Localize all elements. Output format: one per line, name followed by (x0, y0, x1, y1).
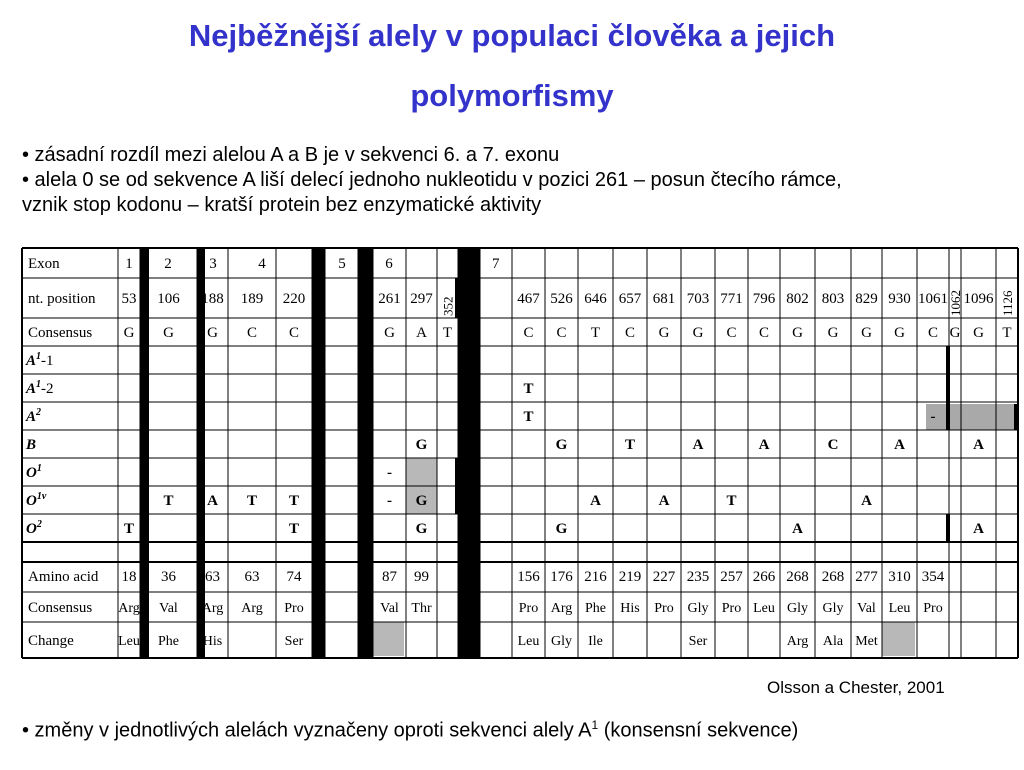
allele-change: A (973, 437, 984, 453)
aa-consensus: Pro (654, 601, 674, 616)
separator-bar-A2-end (1014, 404, 1018, 430)
amino-acid-position: 176 (550, 569, 573, 585)
consensus-nucleotide: G (123, 325, 135, 341)
aa-consensus: Gly (687, 601, 709, 616)
consensus-nucleotide: C (927, 325, 939, 341)
exon-separator-bar (197, 248, 205, 658)
consensus-nucleotide: G (658, 325, 670, 341)
amino-acid-position: 63 (244, 569, 260, 585)
footnote-after: (konsensní sekvence) (598, 719, 799, 742)
allele-change: G (555, 521, 568, 537)
nt-position: 1126 (1000, 290, 1015, 316)
allele-change: C (827, 437, 839, 453)
shade-A2-end (926, 404, 1018, 430)
allele-change: G (555, 437, 568, 453)
aa-consensus: Pro (518, 601, 539, 616)
aa-consensus: Phe (585, 601, 606, 616)
bullet-allele-0-deletion-cont: vznik stop kodonu – kratší protein bez enzymatické aktivity (22, 194, 542, 216)
nt-position: 1061 (918, 291, 948, 307)
aa-change: Phe (158, 634, 179, 649)
consensus-nucleotide: A (416, 325, 427, 341)
aa-change: Ala (822, 634, 844, 649)
exon-separator-bar (358, 248, 373, 658)
nt-position: 106 (157, 291, 180, 307)
aa-consensus: Val (159, 601, 178, 616)
bullet-exon-difference: • zásadní rozdíl mezi alelou A a B je v sekvenci 6. a 7. exonu (22, 144, 560, 166)
consensus-nucleotide: C (758, 325, 770, 341)
aa-consensus: Arg (118, 601, 140, 616)
allele-change: A (894, 437, 905, 453)
consensus-nucleotide: G (827, 325, 839, 341)
consensus-nucleotide: G (792, 325, 803, 341)
nt-position: 526 (550, 291, 573, 307)
aa-change: Gly (551, 634, 572, 649)
row-label-change: Change (28, 633, 74, 649)
allele-change: A (973, 521, 984, 537)
aa-change: Leu (118, 634, 140, 649)
consensus-nucleotide: G (894, 325, 905, 341)
consensus-nucleotide: C (246, 325, 258, 341)
allele-label: $O^2$ (26, 519, 42, 537)
aa-consensus: Gly (822, 601, 844, 616)
nt-position: 189 (240, 291, 264, 307)
nt-position: 829 (855, 291, 878, 307)
allele-label: $O^1$ (26, 463, 42, 481)
allele-change: A (758, 437, 770, 453)
allele-change: T (288, 493, 300, 509)
amino-acid-position: 257 (720, 569, 743, 585)
consensus-nucleotide: G (163, 325, 174, 341)
exon-number: 2 (164, 256, 172, 272)
allele-change: A (861, 493, 872, 509)
allele-change: T (624, 437, 636, 453)
aa-consensus: Leu (753, 601, 775, 616)
amino-acid-position: 63 (205, 569, 220, 585)
allele-change: T (523, 409, 534, 425)
separator-bar-O1 (455, 458, 459, 514)
nt-position: 297 (410, 291, 433, 307)
shade-change-354 (882, 622, 915, 656)
allele-change: A (590, 493, 601, 509)
footnote (22, 718, 798, 743)
exon-separator-bar (458, 248, 480, 658)
aa-change: His (202, 634, 223, 649)
amino-acid-position: 277 (855, 569, 878, 585)
allele-change: G (415, 437, 428, 453)
citation: Olsson a Chester, 2001 (767, 678, 945, 697)
amino-acid-position: 310 (888, 569, 911, 585)
nt-position: 802 (786, 291, 809, 307)
aa-consensus: Arg (201, 601, 224, 616)
consensus-nucleotide: G (861, 325, 872, 341)
allele-change: T (726, 493, 737, 509)
amino-acid-position: 268 (786, 569, 809, 585)
consensus-nucleotide: G (973, 325, 984, 341)
amino-acid-position: 74 (286, 569, 302, 585)
amino-acid-position: 354 (921, 569, 945, 585)
aa-consensus: Gly (787, 601, 808, 616)
exon-number: 3 (209, 256, 217, 272)
amino-acid-position: 99 (414, 569, 429, 585)
consensus-nucleotide: C (523, 325, 534, 341)
nt-position: 1096 (963, 291, 994, 307)
allele-change: A (207, 493, 218, 509)
exon-number: 4 (258, 256, 266, 272)
footnote-sup: 1 (591, 718, 599, 732)
aa-change: Ser (688, 634, 708, 649)
allele-change: T (123, 521, 135, 537)
exon-number: 6 (385, 256, 393, 272)
exon-separator-bar (140, 248, 149, 658)
nt-position: 53 (121, 291, 137, 307)
exon-number: 7 (492, 256, 500, 272)
allele-change: A (692, 437, 704, 453)
exon-number: 1 (125, 256, 133, 272)
aa-consensus: Leu (888, 601, 911, 616)
nt-position: 703 (686, 291, 710, 307)
nt-position: 188 (201, 291, 224, 307)
aa-consensus: Arg (241, 601, 263, 616)
row-label-nt-position: nt. position (28, 291, 96, 307)
consensus-nucleotide: G (692, 325, 704, 341)
amino-acid-position: 18 (121, 569, 137, 585)
nt-position: 796 (752, 291, 776, 307)
consensus-nucleotide: G (207, 325, 218, 341)
consensus-nucleotide: G (384, 325, 395, 341)
shade-change-87 (373, 622, 404, 656)
nt-position: 771 (720, 291, 743, 307)
aa-consensus: Thr (411, 601, 432, 616)
allele-change: A (792, 521, 803, 537)
row-label-amino-acid: Amino acid (28, 569, 99, 585)
aa-consensus: Val (380, 601, 399, 616)
separator-bar-352 (455, 278, 459, 318)
footnote-text: • změny v jednotlivých alelách vyznačeny oproti sekvenci alely A (22, 719, 592, 742)
nt-position: 681 (652, 291, 676, 307)
amino-acid-position: 156 (517, 569, 540, 585)
consensus-nucleotide: C (726, 325, 737, 341)
row-label-consensus: Consensus (28, 325, 93, 341)
nt-position: 657 (618, 291, 642, 307)
consensus-nucleotide: C (556, 325, 567, 341)
allele-change: G (415, 521, 428, 537)
allele-change: - (387, 493, 392, 509)
aa-consensus: Arg (550, 601, 573, 616)
allele-label: $O^{1v}$ (26, 491, 47, 509)
amino-acid-position: 268 (821, 569, 845, 585)
consensus-nucleotide: C (288, 325, 300, 341)
exon-separator-bar (312, 248, 325, 658)
separator-bar-A (946, 346, 950, 430)
nt-position: 220 (282, 291, 306, 307)
amino-acid-position: 266 (752, 569, 776, 585)
nt-position: 1062 (948, 290, 963, 316)
exon-number: 5 (338, 256, 346, 272)
amino-acid-position: 216 (584, 569, 607, 585)
nt-position: 803 (821, 291, 845, 307)
consensus-nucleotide: T (1002, 325, 1012, 341)
aa-consensus: His (620, 601, 640, 616)
allele-change: T (246, 493, 258, 509)
row-label-aa-consensus: Consensus (28, 600, 93, 616)
aa-change: Arg (786, 634, 809, 649)
slide-title-line-2: polymorfismy (410, 78, 614, 113)
aa-change: Ile (588, 634, 603, 649)
allele-change: T (523, 381, 534, 397)
allele-change: G (415, 493, 428, 509)
amino-acid-position: 235 (686, 569, 710, 585)
allele-change: A (658, 493, 670, 509)
consensus-nucleotide: G (949, 325, 961, 341)
slide-title-line-1: Nejběžnější alely v populaci člověka a jejich (188, 18, 836, 53)
amino-acid-position: 219 (618, 569, 642, 585)
aa-change: Ser (284, 634, 304, 649)
amino-acid-position: 87 (382, 569, 397, 585)
allele-label: $A^1-1$ (26, 351, 54, 369)
consensus-nucleotide: T (590, 325, 601, 341)
nt-position: 467 (517, 291, 540, 307)
aa-consensus: Pro (284, 601, 304, 616)
amino-acid-position: 36 (161, 569, 176, 585)
allele-change: - (387, 465, 392, 481)
allele-label: $A^2$ (26, 407, 42, 425)
aa-change: Leu (517, 634, 540, 649)
nt-position: 352 (440, 296, 456, 316)
allele-change: T (288, 521, 300, 537)
aa-consensus: Val (857, 601, 876, 616)
allele-label: B (26, 437, 37, 453)
amino-acid-position: 227 (652, 569, 676, 585)
bullet-allele-0-deletion: • alela 0 se od sekvence A liší delecí jednoho nukleotidu v pozici 261 – posun čtecího rámce, (22, 169, 842, 191)
nt-position: 261 (378, 291, 401, 307)
aa-consensus: Pro (721, 601, 742, 616)
separator-bar-O2 (946, 514, 950, 542)
aa-consensus: Pro (923, 601, 943, 616)
row-label-exon: Exon (28, 256, 60, 272)
nt-position: 646 (584, 291, 607, 307)
allele-label: $A^1-2$ (26, 379, 54, 397)
consensus-nucleotide: C (624, 325, 636, 341)
allele-change: T (163, 493, 174, 509)
shade-O1-297 (406, 458, 437, 486)
consensus-nucleotide: T (442, 325, 453, 341)
allele-change: - (930, 409, 936, 425)
aa-change: Met (855, 634, 878, 649)
nt-position: 930 (888, 291, 911, 307)
